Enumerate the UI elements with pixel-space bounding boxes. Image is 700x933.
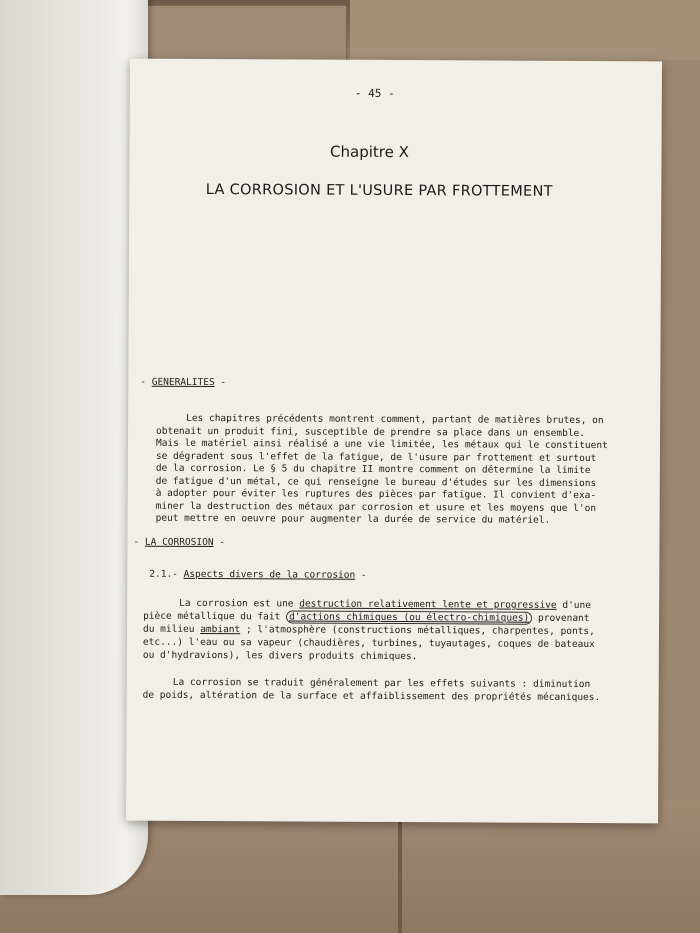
underlined-phrase: destruction relativement lente et progressive bbox=[299, 598, 557, 611]
text-line: miner la destruction des métaux par corrosion et usure et les moyens que l'on bbox=[155, 500, 597, 514]
text-line: La corrosion se traduit généralement par les effets suivants : diminution bbox=[172, 676, 591, 691]
subsection-heading-aspects: 2.1.- Aspects divers de la corrosion - bbox=[149, 568, 367, 581]
text-line: Mais le matériel ainsi réalisé a une vie limitée, les métaux qui le constituent bbox=[155, 437, 608, 452]
text-line: de la corrosion. Le § 5 du chapitre II montre comment on détermine la limite bbox=[155, 462, 591, 477]
paragraph-corrosion bbox=[143, 597, 595, 664]
section-heading-corrosion: - LA CORROSION - bbox=[133, 536, 226, 549]
text-line: etc...) l'eau ou sa vapeur (chaudières, turbines, tuyautages, coques de bateaux bbox=[142, 636, 595, 651]
text-line: Les chapitres précédents montrent comment, partant de matières brutes, on bbox=[186, 412, 604, 427]
text-line: à adopter pour éviter les ruptures des pièces par fatigue. Il convient d'exa- bbox=[155, 487, 597, 502]
section-title-corrosion: LA CORROSION bbox=[144, 536, 214, 549]
page-number: - 45 - bbox=[354, 86, 395, 100]
text-line: du milieu ambiant ; l'atmosphère (constructions métalliques, charpentes, ponts, bbox=[142, 623, 595, 638]
subsection-title-aspects: Aspects divers de la corrosion bbox=[183, 568, 356, 581]
document-page bbox=[126, 59, 662, 824]
text-line: de poids, altération de la surface et affaiblissement des propriétés mécaniques. bbox=[142, 689, 601, 703]
text-line: peut mettre en oeuvre pour augmenter la durée de service du matériel. bbox=[155, 512, 551, 526]
chapter-title: LA CORROSION ET L'USURE PAR FROTTEMENT bbox=[205, 182, 553, 200]
text-line: se dégradent sous l'effet de la fatigue, de l'usure par frottement et surtout bbox=[155, 450, 597, 464]
underlined-word: ambiant bbox=[200, 623, 241, 636]
paragraph-generalites bbox=[156, 413, 608, 528]
text-line: pièce métallique du fait d'actions chimiques (ou électro-chimiques) provenant bbox=[143, 610, 590, 625]
paragraph-effects bbox=[143, 677, 601, 704]
text-line: de fatigue d'un métal, ce qui renseigne le bureau d'études sur les dimensions bbox=[155, 475, 597, 489]
background-box-left bbox=[145, 5, 347, 67]
section-heading-generalites: - GENERALITES - bbox=[140, 376, 227, 389]
background-box-seam bbox=[398, 810, 402, 933]
section-title-generalites: GENERALITES bbox=[151, 376, 215, 389]
text-line: ou d'hydravions), les divers produits chimiques. bbox=[142, 649, 418, 663]
text-line: obtenait un produit fini, susceptible de prendre sa place dans un ensemble. bbox=[156, 425, 586, 439]
text-line: La corrosion est une destruction relativement lente et progressive d'une bbox=[179, 597, 591, 612]
boxed-phrase: d'actions chimiques (ou électro-chimiques) bbox=[286, 610, 532, 624]
chapter-label: Chapitre X bbox=[330, 142, 409, 162]
